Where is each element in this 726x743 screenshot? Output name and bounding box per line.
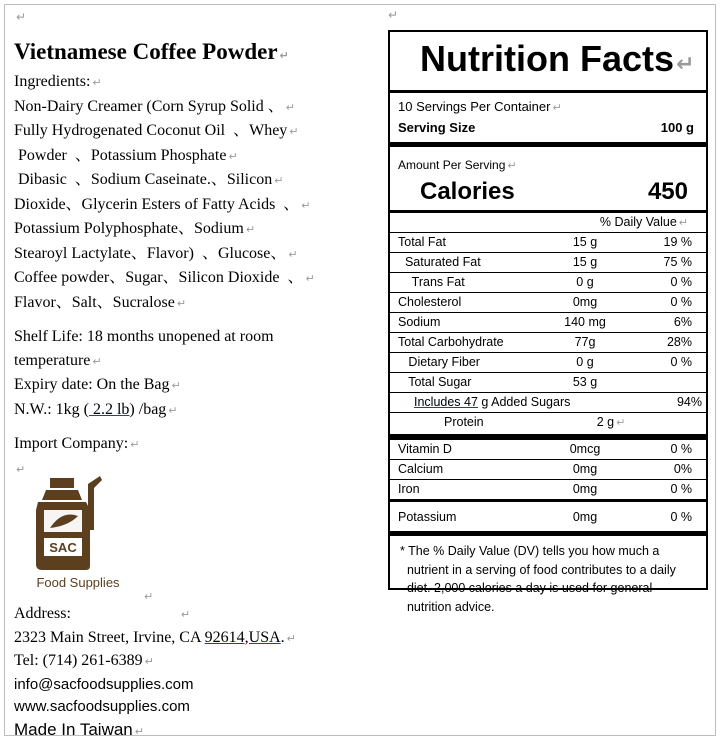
paragraph-mark-icon: ↵ [16,462,26,476]
ingredient-line: Dibasic 、Sodium Caseinate.、Silicon ↵ [14,171,284,188]
paragraph-mark-icon: ↵ [305,272,315,285]
paragraph-mark-icon: ↵ [274,174,284,187]
footnote-line: diet. 2,000 calories a day is used for general [400,581,653,595]
paragraph-mark-icon: ↵ [286,631,296,645]
nutrient-row: Sodium 140 mg 6% [398,315,692,329]
paragraph-mark-icon: ↵ [144,590,154,603]
servings-per-container: 10 Servings Per Container ↵ [398,99,562,114]
nutrient-row: Total Carbohydrate 77g 28% [398,335,692,349]
paragraph-mark-icon: ↵ [279,49,289,62]
product-title: Vietnamese Coffee Powder ↵ [14,39,289,64]
vitamin-rows [390,439,706,499]
ingredient-line: Potassium Polyphosphate、Sodium ↵ [14,220,256,237]
paragraph-mark-icon: ↵ [676,52,695,77]
nutrient-row: Vitamin D 0mcg 0 % [398,442,692,456]
nutrient-row: Calcium 0mg 0% [398,462,692,476]
shelf-life-cont: temperature ↵ [14,351,102,369]
ingredient-line: Powder 、Potassium Phosphate ↵ [14,146,238,164]
paragraph-mark-icon: ↵ [92,76,102,89]
protein-row: Protein 2 g ↵ [444,415,626,429]
expiry-date: Expiry date: On the Bag ↵ [14,376,181,393]
paragraph-mark-icon: ↵ [301,198,311,212]
footnote-line: nutrition advice. [400,599,495,614]
added-sugars-row: Includes 47 g Added Sugars 94% [414,395,702,409]
zip-link[interactable]: 92614,USA [204,628,281,646]
ingredient-line: Coffee powder、Sugar、Silicon Dioxide 、 ↵ [14,269,315,286]
paragraph-mark-icon: ↵ [171,379,181,392]
paragraph-mark-icon: ↵ [678,216,688,229]
paragraph-mark-icon: ↵ [92,354,102,368]
nutrient-row: Total Sugar 53 g [398,375,598,389]
paragraph-mark-icon: ↵ [288,247,298,261]
net-weight: N.W.: 1kg ( 2.2 lb) /bag ↵ [14,400,178,418]
paragraph-mark-icon: ↵ [616,416,626,429]
nutrient-row: Iron 0mg 0 % [398,482,692,496]
calories-row: Calories 450 [420,178,688,205]
svg-text:SAC: SAC [49,540,77,555]
paragraph-mark-icon: ↵ [388,8,399,22]
ingredient-line: Non-Dairy Creamer (Corn Syrup Solid 、 ↵ [14,97,295,115]
jar-logo-icon [28,470,128,575]
product-info [14,38,374,481]
import-company: Import Company: ↵ [14,435,140,452]
ingredient-line: Fully Hydrogenated Coconut Oil 、Whey ↵ [14,122,299,139]
ingredients-list [14,95,374,316]
logo-text: Food Supplies [36,575,120,590]
nutrient-row: Saturated Fat 15 g 75 % [398,255,692,269]
paragraph-mark-icon: ↵ [552,101,562,114]
paragraph-mark-icon: ↵ [180,608,191,621]
paragraph-mark-icon: ↵ [16,10,27,24]
paragraph-mark-icon: ↵ [144,655,154,668]
footnote-line: nutrient in a serving of food contributes to a daily [400,562,676,577]
ingredient-line: Stearoyl Lactylate、Flavor) 、Glucose、 ↵ [14,244,298,262]
ingredient-line: Dioxide、Glycerin Esters of Fatty Acids 、 ↵ [14,195,311,213]
paragraph-mark-icon: ↵ [245,223,256,236]
telephone: Tel: (714) 261-6389 ↵ [14,652,154,669]
nutrition-title: Nutrition Facts↵ [420,38,695,79]
ingredient-line: Flavor、Salt、Sucralose ↵ [14,293,187,311]
paragraph-mark-icon: ↵ [228,149,238,163]
footnote-line: * The % Daily Value (DV) tells you how much a [400,544,660,558]
paragraph-mark-icon: ↵ [130,438,140,451]
shelf-life: Shelf Life: 18 months unopened at room [14,328,274,345]
paragraph-mark-icon: ↵ [168,403,178,417]
address-label: Address: ↵ [14,605,191,622]
daily-value-footnote [390,536,706,616]
nutrient-row: Cholesterol 0mg 0 % [398,295,692,309]
nutrient-row: Trans Fat 0 g 0 % [398,275,692,289]
address-block [14,603,394,743]
nutrient-row: Total Fat 15 g 19 % [398,235,692,249]
paragraph-mark-icon: ↵ [134,724,144,738]
website[interactable]: www.sacfoodsupplies.com [14,698,190,715]
serving-size: Serving Size 100 g [398,120,694,135]
amount-per-serving: Amount Per Serving ↵ [398,158,517,172]
company-logo [28,470,128,595]
nutrient-rows [390,232,706,392]
paragraph-mark-icon: ↵ [289,125,299,138]
paragraph-mark-icon: ↵ [507,159,517,172]
potassium-row: Potassium 0mg 0 % [398,510,692,524]
paragraph-mark-icon: ↵ [176,296,187,310]
nutrition-facts-panel [388,30,708,614]
daily-value-header: % Daily Value ↵ [599,215,688,229]
email[interactable]: info@sacfoodsupplies.com [14,675,194,693]
ingredients-label: Ingredients: ↵ [14,73,102,90]
street-address: 2323 Main Street, Irvine, CA 92614,USA. ↵ [14,628,296,646]
made-in: Made In Taiwan ↵ [14,719,144,739]
paragraph-mark-icon: ↵ [285,100,295,114]
nutrient-row: Dietary Fiber 0 g 0 % [398,355,692,369]
